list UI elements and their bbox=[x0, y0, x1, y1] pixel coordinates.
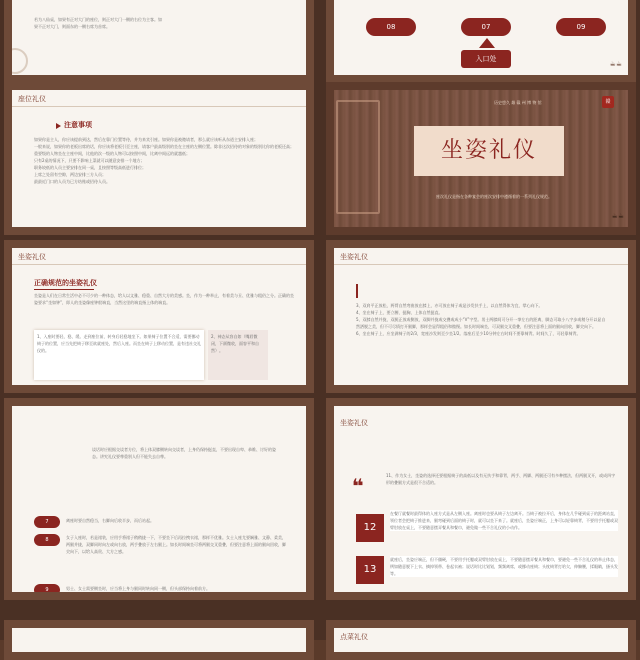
seat-09: 09 bbox=[556, 18, 606, 36]
slide-header: 坐姿礼仪 bbox=[340, 419, 368, 427]
slide-ordering[interactable] bbox=[326, 620, 636, 660]
item-text: 离座时要自然稳当，右脚向后收半步，而后站起。 bbox=[66, 518, 154, 523]
slide-header: 坐姿礼仪 bbox=[18, 253, 46, 261]
header-divider bbox=[12, 106, 306, 107]
slide-subtitle: 座次礼仪是指在各种宴会的座次安排中遵循着的一系列礼仪规范。 bbox=[436, 194, 552, 199]
top-small-text: 历史悠久 雄 赣 州 博 物 馆 bbox=[494, 100, 542, 105]
section-subtitle: 注意事项 bbox=[64, 121, 92, 129]
slide-posture-items[interactable] bbox=[4, 398, 314, 600]
slide-title-posture[interactable] bbox=[326, 82, 636, 235]
list-item: 4、坐在椅子上，要立腰、挺胸，上体自然挺直。 bbox=[356, 310, 443, 315]
item-text: 男士、女士需要侧坐时，应当将上身与腿同时转向同一侧，但头部保持向着前方。 bbox=[66, 586, 210, 591]
slide-correct-posture[interactable] bbox=[4, 240, 314, 393]
quote-text: 11、作为女士，坐姿的选择还要根据椅子的高低以及有无扶手和靠背，两手、两脚、两腿还可有多种摆法，但两腿叉开，或成四字形的叠腿方式是很不合适的。 bbox=[386, 473, 616, 485]
slide-header: 点菜礼仪 bbox=[340, 633, 368, 641]
list-item: 如果你是主人，你应该提前到达，然后在靠门位置等待，并为来宾引座。如果你是被邀请者，那么就应该听从东道主安排入座； bbox=[34, 137, 258, 142]
slide-header: 座位礼仪 bbox=[18, 95, 46, 103]
accent-bar bbox=[356, 284, 358, 298]
card-text: 就座后，坐姿应端正，但不僵硬，不要用手托腮或双臂肘放在桌上，不要随意摆弄餐具和餐巾，要避免一些不合礼仪的举止体态，例如随意脱下上衣、摘掉领带、卷起衣袖；说话时比比划划，频频离席，或挪动座椅；头枕椅背打哈欠，伸懒腰，揉眼睛，搔头发等。 bbox=[390, 557, 618, 576]
notes-list bbox=[34, 136, 304, 185]
intro-text: 坐姿是人们在日常生活中必不可少的一种体态，给人以文雅、稳重、自然大方的美感。坐，作为一种举止，有着美与丑、优雅与粗俗之分。正确的坐姿要求“坐如钟”，即人的坐姿像座钟般端直，当然这里的端直指上体的端直。 bbox=[34, 293, 294, 305]
teacup-icon: ☕☕ bbox=[609, 60, 622, 68]
list-item: 只有2桌的情况下，只要不影响上菜就可以随意安排一个地方； bbox=[34, 158, 145, 163]
slide-bottom-left[interactable] bbox=[4, 620, 314, 660]
slide-title: 坐姿礼仪 bbox=[440, 138, 537, 163]
slide-seat-etiquette[interactable] bbox=[4, 82, 314, 235]
seat-07: 07 bbox=[461, 18, 511, 36]
card-entering bbox=[34, 330, 204, 380]
slide-header: 坐姿礼仪 bbox=[340, 253, 368, 261]
up-arrow-icon bbox=[479, 38, 495, 48]
note-text: 谈话时应根据交谈者方位，将上体双膝侧转向交谈者，上身仍保持挺直，不要出现自卑、恭维、讨好的姿态。讲究礼仪要尊重别人但不能失去自尊。 bbox=[92, 447, 276, 459]
teacup-icon: ☕☕ bbox=[611, 212, 624, 220]
list-item: 5、双膝自然并拢，双腿正放或侧放，双脚并拢或交叠或成小“V”字型。男士两膝间可分开一拳左右的距离，脚态可取小八字步或稍分开以显自然洒脱之美，但不可尽情打开腿脚，那样会显得粗俗和傲慢。如长时间端坐，可双腿交叉重叠，但要注意将上面的腿向回收，脚尖向下。 bbox=[356, 317, 606, 329]
item-text: 女子入座时，若是裙装，应用手将裙子稍稍拢一下，不要坐下后再拉拽衣裙，那样不优雅。女士入座尤要娴雅、文静、柔美，两腿并拢，双脚同时向左或向右放，两手叠放于左右腿上。如长时间端坐可将两腿交叉重叠，但要注意将上面的腿向回收，脚尖向下，以给人高贵、大方之感。 bbox=[66, 535, 286, 554]
list-item: 最最近门口的人员为已方结账或招待人员。 bbox=[34, 179, 110, 184]
card-text: 2、神态从容自如（嘴唇微闭，下颌微收，面容平和自然）。 bbox=[211, 334, 259, 353]
list-item: 上席之处留有空隙，两边安排三方人员； bbox=[34, 172, 106, 177]
list-item: 重要级的人物坐在主座中间，比他的次一级的人物可以按照中间，比离中间远的就越低； bbox=[34, 151, 190, 156]
bullet-icon bbox=[56, 123, 61, 129]
seat-08: 08 bbox=[366, 18, 416, 36]
item-badge: 9 bbox=[34, 584, 60, 596]
list-item: 一般来说，如果你的老板出席的话，你应该将老板引至主座，请客户最高级别的坐在主座的左侧位置。除非这次招待的对象的级别比你的老板还高； bbox=[34, 144, 294, 149]
title-underline bbox=[34, 289, 94, 290]
section-title: 正确规范的坐姿礼仪 bbox=[34, 279, 97, 287]
entrance-label: 入口处 bbox=[461, 50, 511, 68]
card-number: 13 bbox=[356, 556, 384, 584]
list-item: 3、双肩平正放松，两臂自然弯曲放在膝上，亦可放在椅子或是沙发扶手上，以自然得体为宜，掌心向下。 bbox=[356, 303, 543, 308]
card-text: 1、入座时要轻、稳、缓。走到座位前，转身后轻稳地坐下。如果椅子位置不合适，需要挪动椅子的位置，应当先把椅子移至欲就座处，然后入座。而坐在椅子上移动位置，是有违社交礼仪的。 bbox=[37, 334, 201, 353]
item-badge: 7 bbox=[34, 516, 60, 528]
title-panel bbox=[414, 126, 564, 176]
quote-icon: ❝ bbox=[352, 474, 364, 498]
slide-seating-table[interactable] bbox=[4, 0, 314, 83]
header-divider bbox=[12, 264, 306, 265]
header-divider bbox=[334, 264, 628, 265]
card-text: 在餐厅就餐时最得体的入座方式是从左侧入座。离座时也要从椅子左边离开。当椅子被拉开后，身体在几乎碰到桌子的距离站直，领位者会把椅子推进来，腿弯碰到后面的椅子时，就可以坐下来了。就座后，坐姿应端正，上身可以轻靠椅背，不要用手托腮或双臂肘放在桌上，不要随意摆弄餐具和餐巾，避免做一些不合礼仪的小动作。 bbox=[390, 511, 618, 530]
steps-list bbox=[356, 302, 606, 337]
list-item: 职务较低的人员主要安排在同一桌，且按照等级高低进行排位； bbox=[34, 165, 146, 170]
item-badge: 8 bbox=[34, 534, 60, 546]
slide-text: 若为八仙桌，如果有正对大门的座位，则正对大门一侧的右位为主客。如果不正对大门，则面东的一侧右席为首席。 bbox=[34, 17, 162, 29]
seal-badge: 赣 bbox=[602, 96, 614, 108]
list-item: 6、坐在椅子上，应坐满椅子的2/3，宽座沙发则至少坐1/2。落座后至少10分钟左右时间不要靠椅背。时间久了，可轻靠椅背。 bbox=[356, 331, 581, 336]
corner-ornament-icon bbox=[4, 48, 28, 74]
card-demeanor bbox=[208, 330, 268, 380]
slide-posture-women[interactable] bbox=[326, 398, 636, 600]
card-number: 12 bbox=[356, 514, 384, 542]
slide-seating-table-right[interactable] bbox=[326, 0, 636, 83]
slide-posture-steps[interactable] bbox=[326, 240, 636, 393]
